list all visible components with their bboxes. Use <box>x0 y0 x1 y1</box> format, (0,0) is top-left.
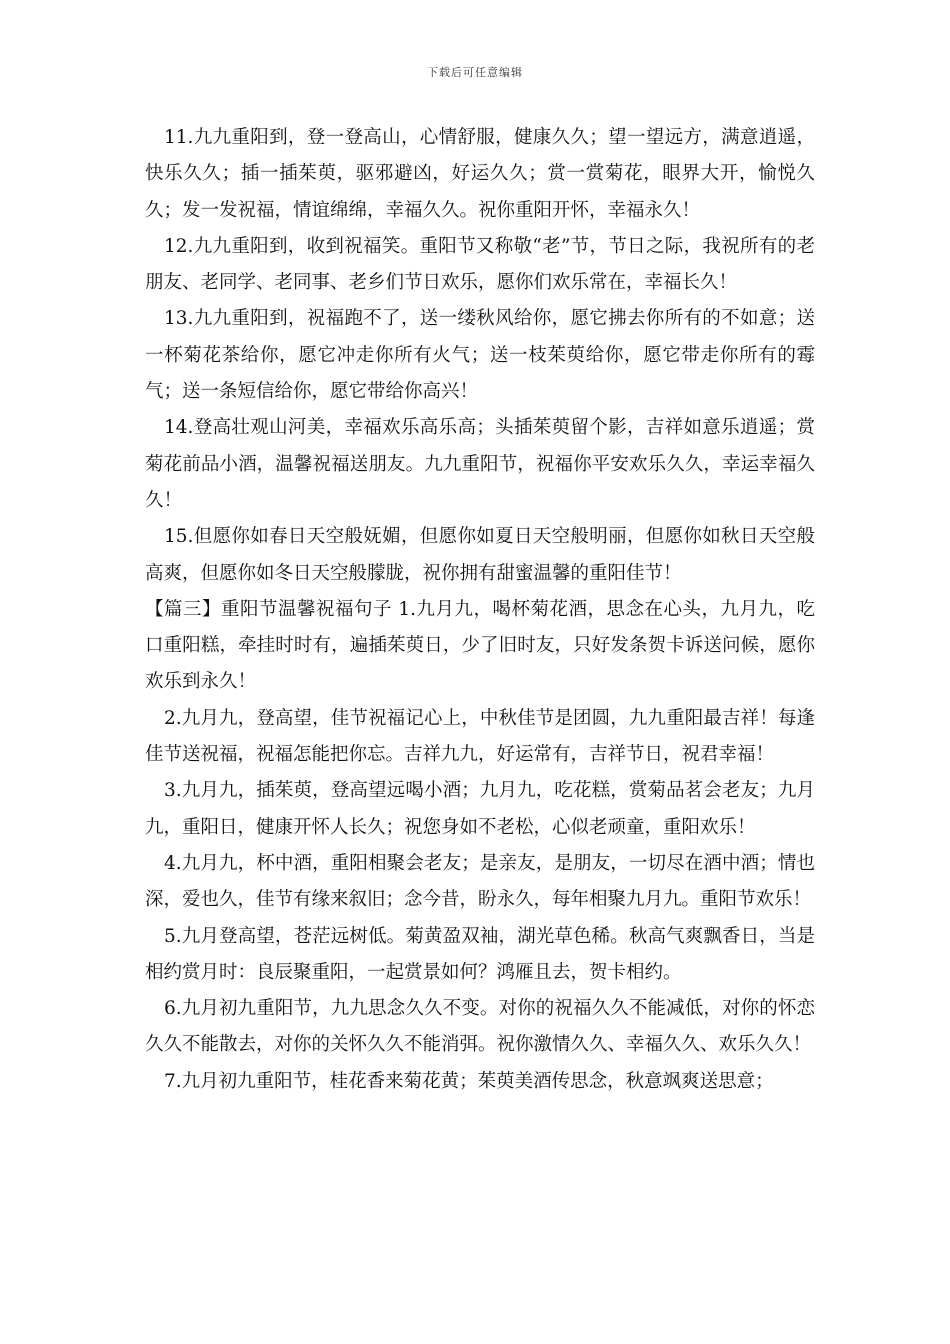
paragraph-13: 13.九九重阳到，祝福跑不了，送一缕秋风给你，愿它拂去你所有的不如意；送一杯菊花茶给你，愿它冲走你所有火气；送一枝茱萸给你，愿它带走你所有的霉气；送一条短信给你，愿它带给你高兴！ <box>145 308 815 403</box>
paragraph-5: 5.九月登高望，苍茫远树低。菊黄盈双袖，湖光草色稀。秋高气爽飘香日，当是相约赏月时：良辰聚重阳，一起赏景如何？鸿雁且去，贺卡相约。 <box>145 925 815 983</box>
paragraph-15: 15.但愿你如春日天空般妩媚，但愿你如夏日天空般明丽，但愿你如秋日天空般高爽，但愿你如冬日天空般朦胧，祝你拥有甜蜜温馨的重阳佳节！ <box>145 526 815 584</box>
paragraph-12: 12.九九重阳到，收到祝福笑。重阳节又称敬“老”节，节日之际，我祝所有的老朋友、老同学、老同事、老乡们节日欢乐，愿你们欢乐常在，幸福长久！ <box>145 235 815 294</box>
paragraph-3: 3.九月九，插茱萸，登高望远喝小酒；九月九，吃花糕，赏菊品茗会老友；九月九，重阳日，健康开怀人长久；祝您身如不老松，心似老顽童，重阳欢乐！ <box>145 780 815 838</box>
page-header: 下载后可任意编辑 <box>427 66 523 79</box>
paragraph-6: 6.九月初九重阳节，九九思念久久不变。对你的祝福久久不能减低，对你的怀恋久久不能散去，对你的关怀久久不能消弭。祝你激情久久、幸福久久、欢乐久久！ <box>145 998 815 1056</box>
paragraph-14: 14.登高壮观山河美，幸福欢乐高乐高；头插茱萸留个影，吉祥如意乐逍遥；赏菊花前品小酒，温馨祝福送朋友。九九重阳节，祝福你平安欢乐久久，幸运幸福久久！ <box>145 417 815 511</box>
paragraph-7: 7.九月初九重阳节，桂花香来菊花黄；茱萸美酒传思念，秋意飒爽送思意； <box>164 1070 774 1092</box>
paragraph-2: 2.九月九，登高望，佳节祝福记心上，中秋佳节是团圆，九九重阳最吉祥！每逢佳节送祝福，祝福怎能把你忘。吉祥九九，好运常有，吉祥节日，祝君幸福！ <box>145 707 815 766</box>
paragraph-11: 11.九九重阳到，登一登高山，心情舒服，健康久久；望一望远方，满意逍遥，快乐久久；插一插茱萸，驱邪避凶，好运久久；赏一赏菊花，眼界大开，愉悦久久；发一发祝福，情谊绵绵，幸福久久。祝你重阳开怀，幸福永久！ <box>145 127 815 221</box>
paragraph-4: 4.九月九，杯中酒，重阳相聚会老友；是亲友，是朋友，一切尽在酒中酒；情也深，爱也久，佳节有缘来叙旧；念今昔，盼永久，每年相聚九月九。重阳节欢乐！ <box>145 852 815 911</box>
document-body <box>145 120 815 1100</box>
section-three-paragraph-1: 【篇三】重阳节温馨祝福句子 1.九月九，喝杯菊花酒，思念在心头，九月九，吃口重阳糕，牵挂时时有，遍插茱萸日，少了旧时友，只好发条贺卡诉送问候，愿你欢乐到永久！ <box>145 598 815 693</box>
